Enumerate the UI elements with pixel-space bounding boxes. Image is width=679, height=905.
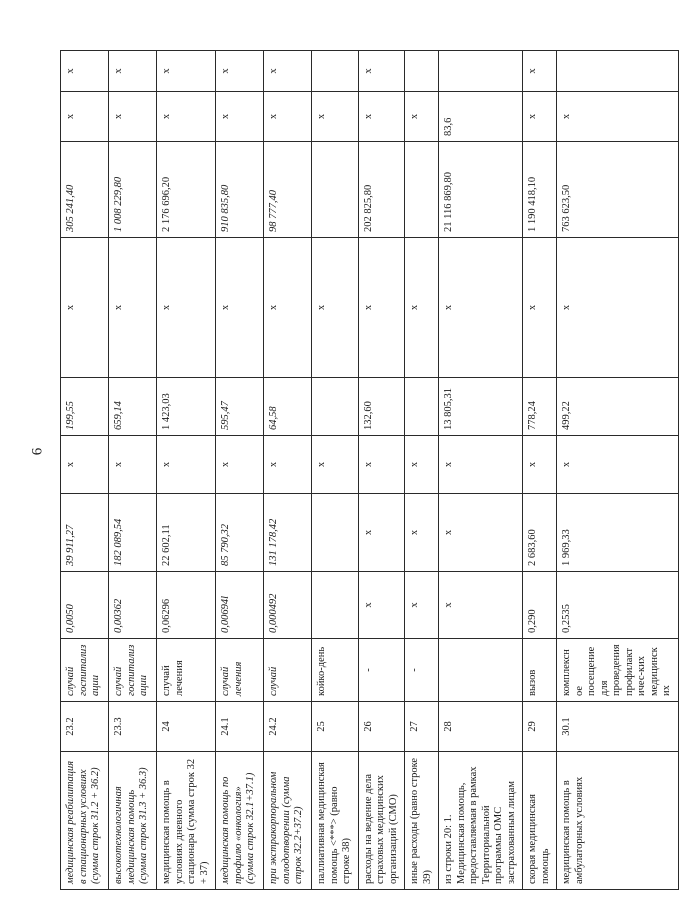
- per-capita-cell: [312, 378, 359, 436]
- total-cell: [405, 142, 439, 238]
- value-cell: х: [557, 92, 679, 142]
- value-cell: х: [157, 51, 216, 92]
- row-number-cell: 24.2: [264, 702, 312, 752]
- total-cell: 910 835,80: [216, 142, 264, 238]
- row-name-cell: медицинская помощь по профилю «онкология» (сумма строк 32.1+37.1): [216, 752, 264, 890]
- value-cell: х: [61, 238, 109, 378]
- value-cell: х: [157, 238, 216, 378]
- row-name-cell: расходы на ведение дела страховых медицинских организаций (СМО): [358, 752, 405, 890]
- value-cell: х: [523, 436, 557, 494]
- value-cell: х: [216, 92, 264, 142]
- value-cell: х: [557, 436, 679, 494]
- value-cell: х: [216, 238, 264, 378]
- norm-cost-cell: 39 911,27: [61, 494, 109, 572]
- table-row: [109, 51, 157, 890]
- total-cell: 21 116 869,80: [439, 142, 523, 238]
- value-cell: х: [157, 92, 216, 142]
- per-capita-cell: 199,55: [61, 378, 109, 436]
- norm-volume-cell: 0,00362: [109, 572, 157, 639]
- table-row: [523, 51, 557, 890]
- row-number-cell: 23.3: [109, 702, 157, 752]
- table-row: [61, 51, 109, 890]
- row-number-cell: 30.1: [557, 702, 679, 752]
- value-cell: х: [405, 436, 439, 494]
- value-cell: х: [61, 92, 109, 142]
- norm-volume-cell: 0,00694l: [216, 572, 264, 639]
- value-cell: х: [405, 92, 439, 142]
- unit-cell: [439, 639, 523, 702]
- unit-cell: случай госпитализации: [61, 639, 109, 702]
- value-cell: х: [312, 238, 359, 378]
- per-capita-cell: 132,60: [358, 378, 405, 436]
- table-row: [439, 51, 523, 890]
- value-cell: х: [439, 238, 523, 378]
- total-cell: 98 777,40: [264, 142, 312, 238]
- row-name-cell: из строки 20: 1. Медицинская помощь, предоставляемая в рамках Территориальной программы ОМС застрахованным лицам: [439, 752, 523, 890]
- norm-cost-cell: 131 178,42: [264, 494, 312, 572]
- row-number-cell: 28: [439, 702, 523, 752]
- per-capita-cell: 595,47: [216, 378, 264, 436]
- row-name-cell: медицинская помощь в амбулаторных условиях: [557, 752, 679, 890]
- value-cell: х: [264, 436, 312, 494]
- total-cell: [312, 142, 359, 238]
- table-row: [157, 51, 216, 890]
- per-capita-cell: 64,58: [264, 378, 312, 436]
- row-number-cell: 24.1: [216, 702, 264, 752]
- total-cell: 1 008 229,80: [109, 142, 157, 238]
- row-number-cell: 23.2: [61, 702, 109, 752]
- norm-cost-cell: 182 089,54: [109, 494, 157, 572]
- unit-cell: случай лечения: [216, 639, 264, 702]
- financing-table: [60, 50, 679, 890]
- norm-volume-cell: 0,2535: [557, 572, 679, 639]
- unit-cell: -: [405, 639, 439, 702]
- value-cell: [405, 51, 439, 92]
- per-capita-cell: 778,24: [523, 378, 557, 436]
- rotated-table-container: [60, 51, 672, 890]
- norm-cost-cell: [312, 494, 359, 572]
- value-cell: х: [312, 92, 359, 142]
- norm-cost-cell: 1 969,33: [557, 494, 679, 572]
- total-cell: 202 825,80: [358, 142, 405, 238]
- table-row: [557, 51, 679, 890]
- norm-cost-cell: х: [439, 494, 523, 572]
- row-name-cell: медицинская реабилитация в стационарных условиях (сумма строк 31.2 + 36.2): [61, 752, 109, 890]
- value-cell: х: [358, 92, 405, 142]
- value-cell: х: [523, 51, 557, 92]
- row-name-cell: иные расходы (равно строке 39): [405, 752, 439, 890]
- value-cell: х: [109, 92, 157, 142]
- total-cell: 1 190 418,10: [523, 142, 557, 238]
- value-cell: х: [439, 436, 523, 494]
- norm-cost-cell: 22 602,11: [157, 494, 216, 572]
- value-cell: х: [264, 92, 312, 142]
- per-capita-cell: 659,14: [109, 378, 157, 436]
- row-name-cell: скорая медицинская помощь: [523, 752, 557, 890]
- row-name-cell: высокотехнологичная медицинская помощь (сумма строк 31.3 + 36.3): [109, 752, 157, 890]
- value-cell: х: [264, 51, 312, 92]
- value-cell: х: [216, 51, 264, 92]
- unit-cell: случай: [264, 639, 312, 702]
- per-capita-cell: 1 423,03: [157, 378, 216, 436]
- value-cell: х: [109, 51, 157, 92]
- value-cell: х: [312, 436, 359, 494]
- value-cell: [557, 51, 679, 92]
- unit-cell: случай лечения: [157, 639, 216, 702]
- norm-volume-cell: х: [358, 572, 405, 639]
- norm-volume-cell: х: [439, 572, 523, 639]
- norm-volume-cell: [312, 572, 359, 639]
- value-cell: х: [523, 92, 557, 142]
- value-cell: х: [358, 51, 405, 92]
- unit-cell: случай госпитализации: [109, 639, 157, 702]
- value-cell: х: [109, 436, 157, 494]
- row-number-cell: 29: [523, 702, 557, 752]
- total-cell: 763 623,50: [557, 142, 679, 238]
- row-number-cell: 27: [405, 702, 439, 752]
- table-row: [405, 51, 439, 890]
- norm-cost-cell: 85 790,32: [216, 494, 264, 572]
- value-cell: х: [61, 51, 109, 92]
- page-number: 6: [29, 447, 46, 456]
- value-cell: х: [557, 238, 679, 378]
- norm-cost-cell: 2 683,60: [523, 494, 557, 572]
- table-row: [312, 51, 359, 890]
- value-cell: 83,6: [439, 92, 523, 142]
- norm-cost-cell: х: [405, 494, 439, 572]
- value-cell: х: [358, 436, 405, 494]
- table-row: [358, 51, 405, 890]
- norm-volume-cell: 0,0050: [61, 572, 109, 639]
- norm-volume-cell: 0,290: [523, 572, 557, 639]
- value-cell: х: [405, 238, 439, 378]
- value-cell: х: [523, 238, 557, 378]
- value-cell: х: [61, 436, 109, 494]
- value-cell: х: [264, 238, 312, 378]
- unit-cell: -: [358, 639, 405, 702]
- row-number-cell: 26: [358, 702, 405, 752]
- row-name-cell: медицинская помощь в условиях дневного стационара (сумма строк 32 + 37): [157, 752, 216, 890]
- value-cell: [439, 51, 523, 92]
- per-capita-cell: [405, 378, 439, 436]
- value-cell: х: [157, 436, 216, 494]
- value-cell: х: [109, 238, 157, 378]
- unit-cell: вызов: [523, 639, 557, 702]
- table-row: [264, 51, 312, 890]
- norm-volume-cell: 0,06296: [157, 572, 216, 639]
- table-row: [216, 51, 264, 890]
- unit-cell: комплексное посещение для проведения профилактичес-ких медицинских: [557, 639, 679, 702]
- per-capita-cell: 499,22: [557, 378, 679, 436]
- row-name-cell: при экстракорпоральном оплодотворении (сумма строк 32.2+37.2): [264, 752, 312, 890]
- value-cell: [312, 51, 359, 92]
- value-cell: х: [358, 238, 405, 378]
- row-number-cell: 24: [157, 702, 216, 752]
- row-name-cell: паллиативная медицинская помощь <***> (равно строке 38): [312, 752, 359, 890]
- row-number-cell: 25: [312, 702, 359, 752]
- norm-cost-cell: х: [358, 494, 405, 572]
- total-cell: 2 176 696,20: [157, 142, 216, 238]
- total-cell: 305 241,40: [61, 142, 109, 238]
- norm-volume-cell: х: [405, 572, 439, 639]
- norm-volume-cell: 0,000492: [264, 572, 312, 639]
- value-cell: х: [216, 436, 264, 494]
- unit-cell: койко-день: [312, 639, 359, 702]
- per-capita-cell: 13 805,31: [439, 378, 523, 436]
